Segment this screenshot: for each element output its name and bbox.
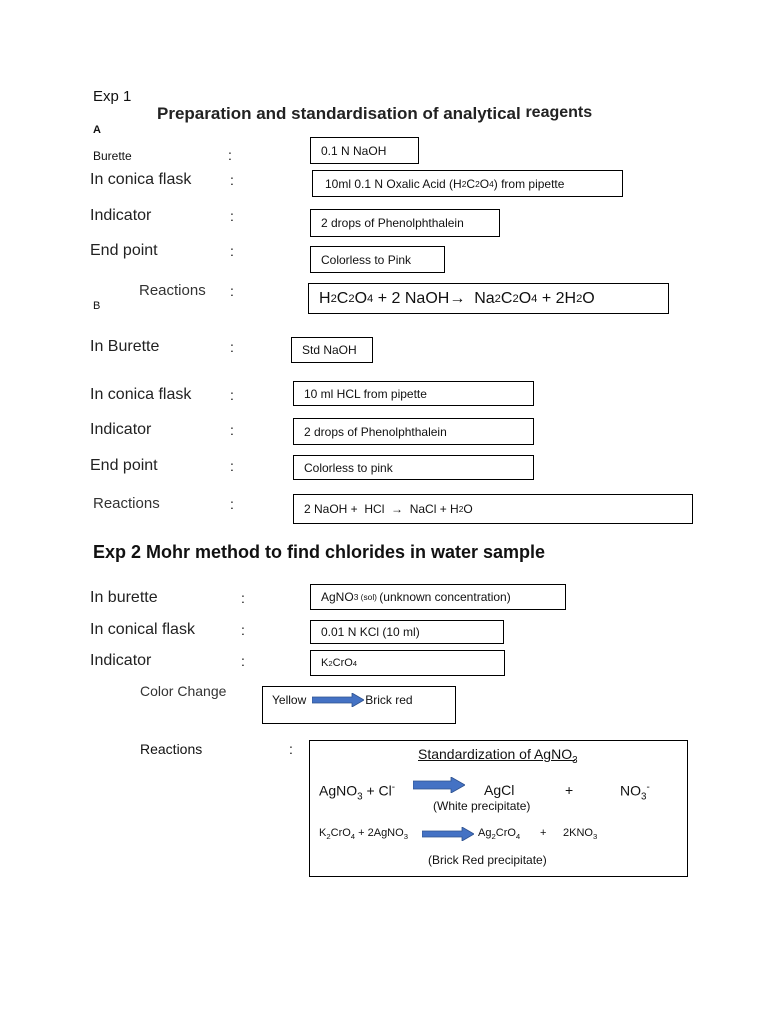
burette-value-box-b: Std NaOH bbox=[291, 337, 373, 363]
burette-label-exp2: In burette bbox=[90, 589, 158, 606]
conical-flask-value-box-b: 10 ml HCL from pipette bbox=[293, 381, 534, 406]
colon: : bbox=[230, 496, 234, 512]
colon: : bbox=[289, 741, 293, 757]
conical-flask-label-exp2: In conical flask bbox=[90, 621, 195, 638]
reaction1-note: (White precipitate) bbox=[433, 799, 531, 813]
conical-flask-value-box: 10ml 0.1 N Oxalic Acid (H 2 C 2 O 4 ) from pipette bbox=[312, 170, 623, 197]
indicator-value-box: 2 drops of Phenolphthalein bbox=[310, 209, 500, 237]
arrow-right-icon bbox=[422, 827, 474, 841]
exp1-heading: Exp 1 bbox=[93, 88, 132, 105]
reactions-label: Reactions bbox=[139, 282, 206, 299]
colon: : bbox=[241, 653, 245, 669]
conical-flask-label: In conica flask bbox=[90, 171, 192, 188]
colon: : bbox=[230, 283, 234, 299]
reaction-b-box: 2 NaOH + HCl → NaCl + H 2 O bbox=[293, 494, 693, 524]
indicator-label-b: Indicator bbox=[90, 421, 152, 438]
conical-flask-label-b: In conica flask bbox=[90, 386, 192, 403]
end-point-label: End point bbox=[90, 242, 158, 259]
arrow-right-icon bbox=[312, 693, 364, 707]
exp2-title: Exp 2 Mohr method to find chlorides in water sample bbox=[93, 542, 546, 562]
reaction2-plus: + bbox=[540, 827, 547, 839]
reaction1-product: AgCl bbox=[484, 782, 515, 798]
end-point-label-b: End point bbox=[90, 457, 158, 474]
colon: : bbox=[230, 172, 234, 188]
color-change-box bbox=[262, 686, 456, 724]
reactions-heading: Standardization of AgNO$_3$ bbox=[418, 746, 578, 766]
burette-label-b: In Burette bbox=[90, 338, 160, 355]
reaction2-product: $Ag_2CrO_4$ bbox=[478, 827, 521, 842]
reaction1-product2: $NO_3^-$ bbox=[620, 782, 650, 803]
reactions-box bbox=[309, 740, 688, 877]
reaction2-product2: $2KNO_3$ bbox=[563, 827, 598, 842]
part-a-letter: A bbox=[93, 124, 101, 136]
indicator-label: Indicator bbox=[90, 207, 152, 224]
colon: : bbox=[230, 208, 234, 224]
reaction1-plus: + bbox=[565, 782, 574, 798]
exp1-title: Preparation and standardisation of analytical reagents bbox=[157, 104, 593, 123]
reaction2-reactants: $K_2CrO_4$ + 2AgNO$_3$ bbox=[319, 827, 408, 842]
burette-label: Burette bbox=[93, 149, 132, 163]
colon: : bbox=[230, 387, 234, 403]
end-point-value-box: Colorless to Pink bbox=[310, 246, 445, 273]
colon: : bbox=[230, 339, 234, 355]
indicator-label-exp2: Indicator bbox=[90, 652, 152, 669]
reactions-label-b: Reactions bbox=[93, 495, 160, 512]
colon: : bbox=[230, 458, 234, 474]
reaction2-note: (Brick Red precipitate) bbox=[428, 853, 547, 867]
colon: : bbox=[228, 147, 232, 163]
burette-value-box: 0.1 N NaOH bbox=[310, 137, 419, 164]
colon: : bbox=[230, 243, 234, 259]
color-to: Brick red bbox=[365, 693, 413, 707]
indicator-value-box-exp2: K 2 CrO 4 bbox=[310, 650, 505, 676]
part-b-letter: B bbox=[93, 300, 101, 312]
color-from: Yellow bbox=[272, 693, 307, 707]
reaction1-reactants: AgNO$_3$ + Cl- bbox=[319, 782, 396, 803]
colon: : bbox=[241, 590, 245, 606]
end-point-value-box-b: Colorless to pink bbox=[293, 455, 534, 480]
indicator-value-box-b: 2 drops of Phenolphthalein bbox=[293, 418, 534, 445]
conical-flask-value-box-exp2: 0.01 N KCl (10 ml) bbox=[310, 620, 504, 644]
burette-value-box-exp2: AgNO 3 (sol) (unknown concentration) bbox=[310, 584, 566, 610]
colon: : bbox=[230, 422, 234, 438]
reaction-a-box: H 2 C 2 O 4 + 2 NaOH→ Na 2 C 2 O 4 + 2H 2 O bbox=[308, 283, 669, 314]
colon: : bbox=[241, 622, 245, 638]
arrow-right-icon bbox=[413, 777, 465, 793]
color-change-label: Color Change bbox=[140, 683, 227, 699]
reactions-label-exp2: Reactions bbox=[140, 741, 203, 757]
